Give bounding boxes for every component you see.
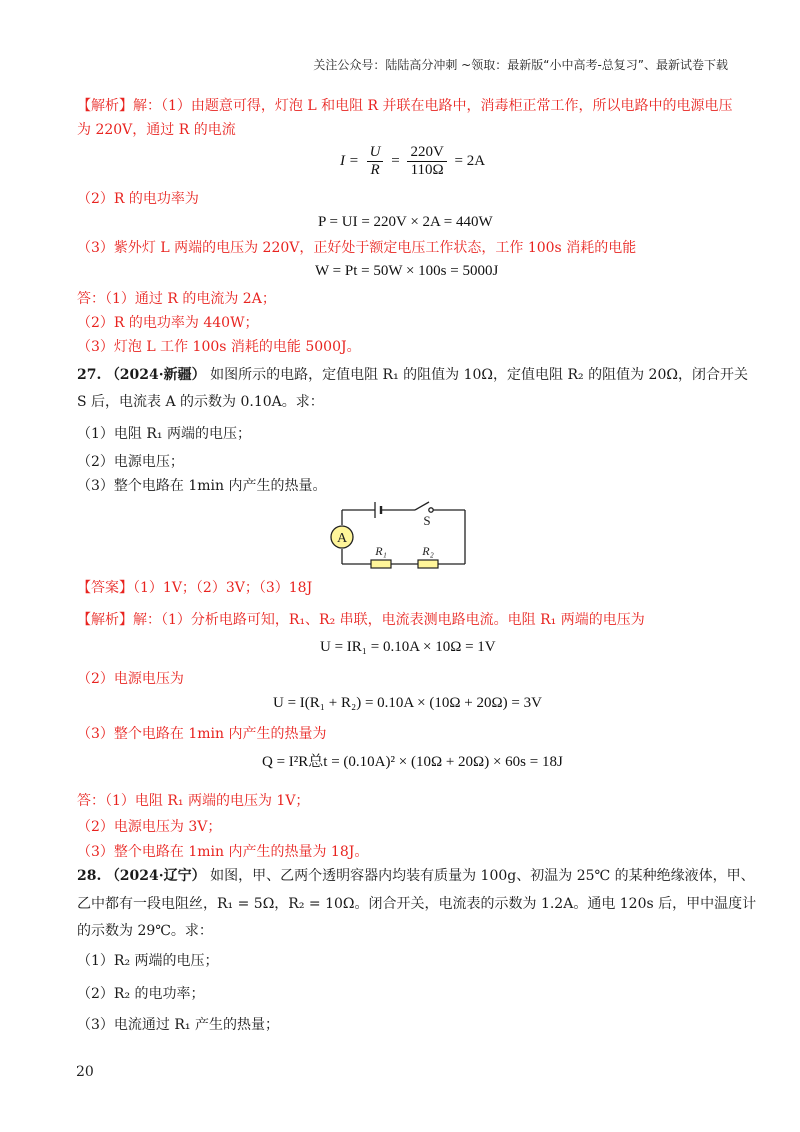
answer-27-3: （3）整个电路在 1min 内产生的热量为 18J。 [77, 844, 369, 860]
answer-27-text: （1）1V；（2）3V；（3）18J [133, 580, 313, 596]
question-27-sub2: （2）电源电压； [77, 454, 184, 470]
switch-contact [429, 508, 433, 512]
page-header: 关注公众号：陆陆高分冲刺 ~领取：最新版“小中高考-总复习”、最新试卷下载 [313, 58, 728, 72]
formula-27-heat: Q = I²R总t = (0.10A)² × (10Ω + 20Ω) × 60s = 18J [262, 754, 563, 770]
resistor-r2 [418, 560, 438, 568]
answer-tag: 【答案】 [77, 580, 133, 596]
formula-equals: = [391, 152, 400, 169]
answer-27-2: （2）电源电压为 3V； [77, 819, 222, 835]
question-27-sub1: （1）电阻 R₁ 两端的电压； [77, 426, 251, 442]
fraction-numerator-value: 220V [407, 144, 446, 162]
fraction-numerator: U [367, 144, 384, 162]
fraction-u-r [367, 144, 384, 179]
analysis-26-line4: （3）紫外灯 L 两端的电压为 220V，正好处于额定电压工作状态，工作 100s 消耗的电能 [77, 240, 637, 256]
question-27-text: 如图所示的电路，定值电阻 R₁ 的阻值为 10Ω，定值电阻 R₂ 的阻值为 20Ω，闭合开关 [210, 367, 748, 383]
question-27-line2: S 后，电流表 A 的示数为 0.10A。求： [77, 394, 324, 410]
question-28-sub1: （1）R₂ 两端的电压； [77, 953, 219, 969]
answer-26-3: （3）灯泡 L 工作 100s 消耗的电能 5000J。 [77, 339, 361, 355]
resistor-r2-label: R₂ [422, 544, 434, 558]
question-27-number: 27. [77, 367, 102, 383]
analysis-26-line1: 【解析】解：（1）由题意可得，灯泡 L 和电阻 R 并联在电路中，消毒柜正常工作，所以电路中的电源电压 [77, 98, 733, 114]
formula-current [340, 144, 485, 179]
switch-blade [415, 502, 429, 510]
formula-27-voltage: U = IR₁ = 0.10A × 10Ω = 1V [320, 639, 496, 655]
answer-27-1: 答：（1）电阻 R₁ 两端的电压为 1V； [77, 793, 310, 809]
fraction-denominator-value: 110Ω [410, 162, 444, 178]
formula-lhs: I = [340, 152, 359, 169]
question-28-sub3: （3）电流通过 R₁ 产生的热量； [77, 1017, 279, 1033]
answer-26-2: （2）R 的电功率为 440W； [77, 315, 259, 331]
analysis-27-line2: （2）电源电压为 [77, 671, 184, 687]
formula-power: P = UI = 220V × 2A = 440W [318, 214, 493, 230]
answer-26-1: 答：（1）通过 R 的电流为 2A； [77, 291, 276, 307]
question-28-line1 [77, 866, 755, 886]
question-27-source: （2024·新疆） [105, 367, 206, 383]
question-28-sub2: （2）R₂ 的电功率； [77, 986, 205, 1002]
circuit-diagram [325, 497, 475, 577]
question-27-sub3: （3）整个电路在 1min 内产生的热量。 [77, 478, 327, 494]
fraction-values [407, 144, 446, 179]
formula-27-source-voltage: U = I(R₁ + R₂) = 0.10A × (10Ω + 20Ω) = 3V [273, 695, 542, 711]
page-number: 20 [76, 1064, 94, 1080]
question-28-line3: 的示数为 29℃。求： [77, 923, 213, 939]
analysis-26-line2: 为 220V，通过 R 的电流 [77, 122, 236, 138]
answer-27 [77, 578, 312, 598]
resistor-r1 [371, 560, 391, 568]
analysis-27-line1: 【解析】解：（1）分析电路可知，R₁、R₂ 串联，电流表测电路电流。电阻 R₁ 两端的电压为 [77, 612, 645, 628]
formula-rhs: = 2A [454, 152, 486, 169]
question-28-number: 28. [77, 868, 102, 884]
analysis-26-line3: （2）R 的电功率为 [77, 191, 199, 207]
analysis-27-line3: （3）整个电路在 1min 内产生的热量为 [77, 726, 327, 742]
switch-label: S [423, 513, 431, 528]
ammeter-label: A [336, 531, 348, 546]
formula-energy: W = Pt = 50W × 100s = 5000J [315, 263, 499, 279]
fraction-denominator: R [370, 162, 380, 178]
question-28-source: （2024·辽宁） [105, 868, 206, 884]
question-28-text: 如图，甲、乙两个透明容器内均装有质量为 100g、初温为 25℃ 的某种绝缘液体，甲、 [210, 868, 755, 884]
resistor-r1-label: R₁ [375, 544, 387, 558]
question-27-line1 [77, 365, 748, 385]
question-28-line2: 乙中都有一段电阻丝，R₁ = 5Ω，R₂ = 10Ω。闭合开关，电流表的示数为 1.2A。通电 120s 后，甲中温度计 [77, 896, 757, 912]
